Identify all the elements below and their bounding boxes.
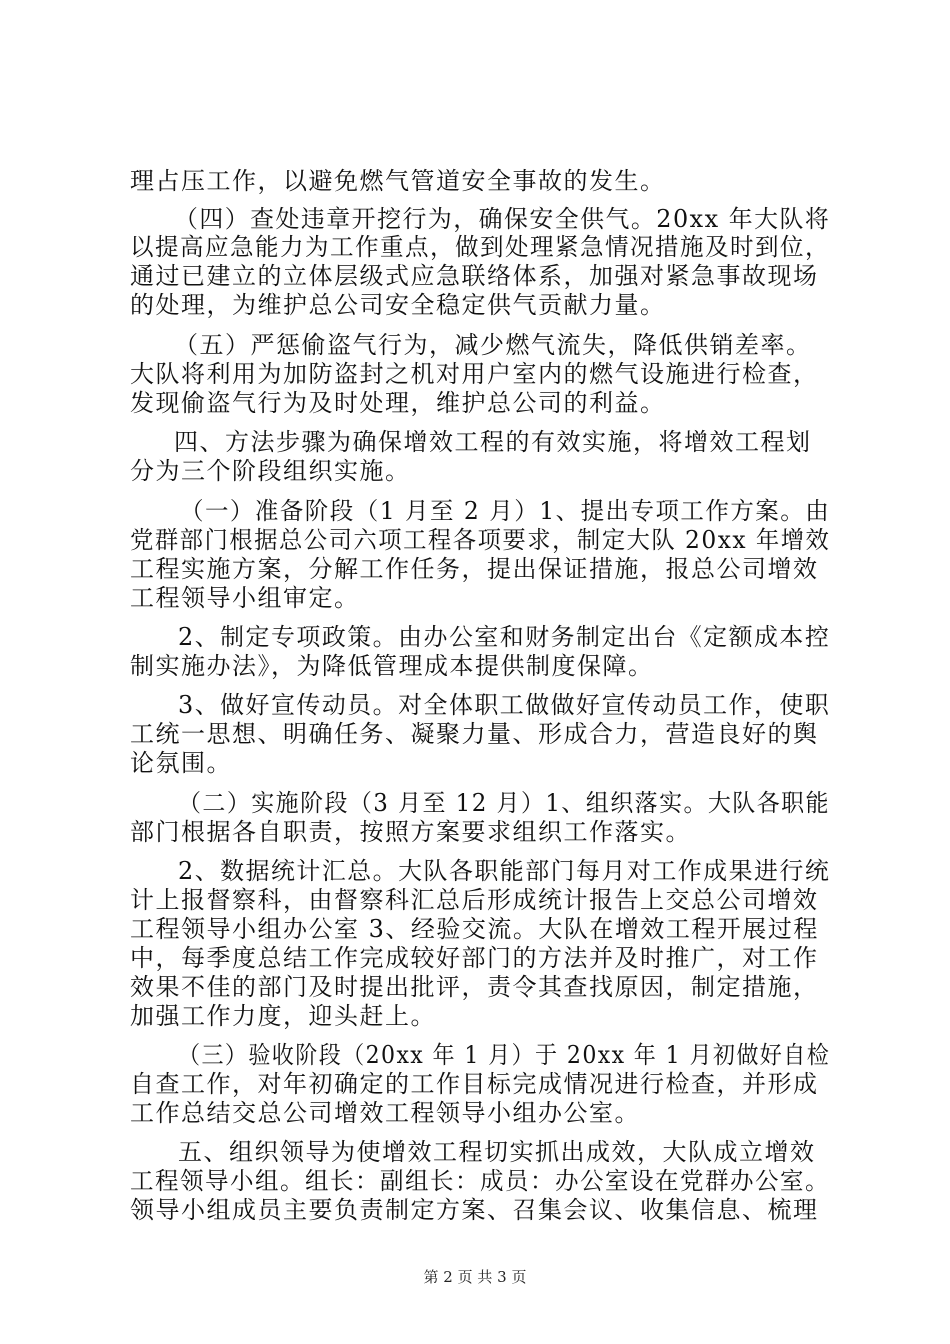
text-line: 以提高应急能力为工作重点，做到处理紧急情况措施及时到位， — [130, 233, 830, 261]
text-line: 四、方法步骤为确保增效工程的有效实施，将增效工程划 — [174, 428, 812, 456]
text-line: 工程领导小组办公室 3、经验交流。大队在增效工程开展过程 — [130, 915, 819, 943]
text-line: 3、做好宣传动员。对全体职工做做好宣传动员工作，使职 — [178, 691, 831, 719]
text-line: 党群部门根据总公司六项工程各项要求，制定大队 20xx 年增效 — [130, 526, 831, 554]
text-line: （五）严惩偷盗气行为，减少燃气流失，降低供销差率。 — [174, 331, 812, 359]
text-line: 效果不佳的部门及时提出批评，责令其查找原因，制定措施， — [130, 973, 819, 1001]
text-line: 工统一思想、明确任务、凝聚力量、形成合力，营造良好的舆 — [130, 720, 819, 748]
text-line: 加强工作力度，迎头赶上。 — [130, 1002, 436, 1030]
text-line: （三）验收阶段（20xx 年 1 月）于 20xx 年 1 月初做好自检 — [178, 1041, 831, 1069]
text-line: （二）实施阶段（3 月至 12 月）1、组织落实。大队各职能 — [178, 789, 830, 817]
text-line: 2、制定专项政策。由办公室和财务制定出台《定额成本控 — [178, 623, 831, 651]
text-line: 工程实施方案，分解工作任务，提出保证措施，报总公司增效 — [130, 555, 819, 583]
text-line: 理占压工作，以避免燃气管道安全事故的发生。 — [130, 167, 666, 195]
page-number: 第 2 页 共 3 页 — [423, 1268, 527, 1286]
text-line: 领导小组成员主要负责制定方案、召集会议、收集信息、梳理 — [130, 1196, 819, 1224]
text-line: 分为三个阶段组织实施。 — [130, 457, 411, 485]
text-line: 论氛围。 — [130, 749, 232, 777]
text-line: 大队将利用为加防盗封之机对用户室内的燃气设施进行检查， — [130, 360, 819, 388]
text-line: 自查工作，对年初确定的工作目标完成情况进行检查，并形成 — [130, 1070, 819, 1098]
text-line: 2、数据统计汇总。大队各职能部门每月对工作成果进行统 — [178, 857, 831, 885]
text-line: 中，每季度总结工作完成较好部门的方法并及时推广，对工作 — [130, 944, 819, 972]
text-line: 工作总结交总公司增效工程领导小组办公室。 — [130, 1099, 640, 1127]
text-line: 发现偷盗气行为及时处理，维护总公司的利益。 — [130, 389, 666, 417]
text-line: 计上报督察科，由督察科汇总后形成统计报告上交总公司增效 — [130, 886, 819, 914]
text-line: 工程领导小组审定。 — [130, 584, 360, 612]
text-line: （四）查处违章开挖行为，确保安全供气。20xx 年大队将 — [174, 205, 831, 233]
text-line: 的处理，为维护总公司安全稳定供气贡献力量。 — [130, 291, 666, 319]
text-line: 五、组织领导为使增效工程切实抓出成效，大队成立增效 — [178, 1138, 816, 1166]
text-line: 工程领导小组。组长：副组长：成员：办公室设在党群办公室。 — [130, 1167, 830, 1195]
text-line: （一）准备阶段（1 月至 2 月）1、提出专项工作方案。由 — [180, 497, 831, 525]
text-line: 部门根据各自职责，按照方案要求组织工作落实。 — [130, 818, 691, 846]
text-line: 通过已建立的立体层级式应急联络体系，加强对紧急事故现场 — [130, 262, 819, 290]
text-line: 制实施办法》，为降低管理成本提供制度保障。 — [130, 652, 654, 680]
